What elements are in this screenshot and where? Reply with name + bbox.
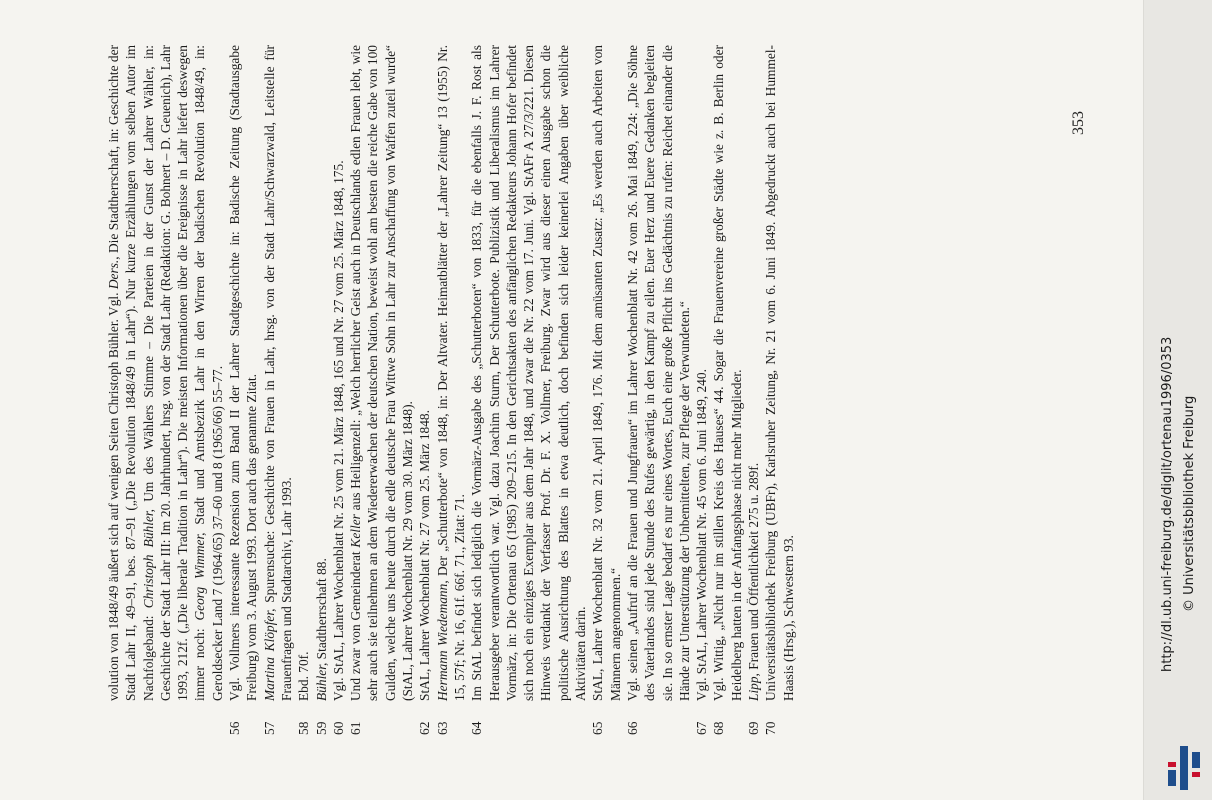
footnotes-block	[105, 45, 797, 735]
footnote-text: Martina Klöpfer, Spurensuche: Geschichte von Frauen in Lahr, hrsg. von der Stadt Lahr/Schwarzwald, Leitstelle für Frauenfragen und Stadtarchiv, Lahr 1993.	[261, 45, 294, 701]
footnote-number: 61	[348, 721, 364, 735]
footnote-text: Und zwar von Gemeinderat Keller aus Heiligenzell: „Welch herrlicher Geist auch in Deutschlands edlen Frauen lebt, wie sehr auch sie teilnehmen an dem Wiedererwachen der deutschen Nation, beweist wohl am besten die reiche Gabe von 100 Gulden, welche uns heute durch die edle deutsche Frau Wittwe Sohn in Lahr zur Anschaffung von Waffen zuteil wurde“ (StAL, Lahrer Wochenblatt Nr. 29 vom 30. März 1848).	[348, 45, 416, 701]
footnote-60	[330, 45, 347, 735]
library-logo-icon	[1164, 746, 1204, 790]
footnote-text: Hermann Wiedemann, Der „Schutterbote“ von 1848, in: Der Altvater. Heimatblätter der „Lahrer Zeitung“ 13 (1955) Nr. 15, 57f; Nr. 16, 61f. 66f. 71., Zitat: 71.	[434, 45, 467, 701]
footnote-text: Vgl. StAL, Lahrer Wochenblatt Nr. 25 vom 21. März 1848, 165 und Nr. 27 vom 25. März 1848, 175.	[330, 160, 346, 701]
copyright-notice: © Universitätsbibliothek Freiburg	[1182, 395, 1197, 612]
footnote-text: Universitätsbibliothek Freiburg (UBFr), Karlsruher Zeitung, Nr. 21 vom 6. Juni 1849. Abgedruckt auch bei Hummel-Haasis (Hrsg.), Schwestern 93.	[763, 45, 796, 701]
source-url[interactable]: http://dl.ub.uni-freiburg.de/diglit/ortenau1996/0353	[1160, 336, 1175, 672]
footnote-59	[313, 45, 330, 735]
footnote-list	[226, 45, 797, 735]
footnote-text: Ebd. 70f.	[296, 651, 312, 701]
page-number: 353	[1070, 111, 1087, 135]
footnote-text: Vgl. StAL, Lahrer Wochenblatt Nr. 45 vom 6. Juni 1849, 240.	[694, 369, 710, 701]
footnote-number: 68	[711, 721, 727, 735]
footnote-text: Lipp, Frauen und Öffentlichkeit 275 u. 289f.	[745, 462, 761, 701]
footnote-64	[468, 45, 589, 735]
footnote-number: 66	[624, 721, 640, 735]
footnote-number: 57	[261, 721, 277, 735]
footnote-63	[434, 45, 469, 735]
footnote-69	[745, 45, 762, 735]
footnote-56	[226, 45, 261, 735]
footnote-text: StAL, Lahrer Wochenblatt Nr. 27 vom 25. März 1848.	[417, 410, 433, 701]
footnote-number: 65	[590, 721, 606, 735]
footnote-text: Vgl. seinen „Aufruf an die Frauen und Jungfrauen“ im Lahrer Wochenblatt Nr. 42 vom 26. Mai 1849, 224: „Die Söhne des Vaterlandes sind jede Stunde des Rufes gewärtig, in den Kampf zu eilen. Euer Herz und Euere Gedanken begleiten sie. In so ernster Lage bedarf es nur eines Wortes, Euch eine große Pflicht ins Gedächtnis zu rufen: Reichet einander die Hände zur Unterstützung der Unbemittelten, zur Pflege der Verwundeten.“	[624, 45, 692, 701]
footnote-number: 58	[296, 721, 312, 735]
footnote-61	[347, 45, 416, 735]
footnote-70	[762, 45, 797, 735]
footnote-text: volution von 1848/49 äußert sich auf wenigen Seiten Christoph Bühler. Vgl. Ders., Die Stadtherrschaft, in: Geschichte der Stadt Lahr II, 49–91, bes. 87–91 („Die Revolution 1848/49 in Lahr“). Nur kurze Erzählungen vom selben Autor im Nachfolgeband: Christoph Bühler, Um des Wählers Stimme – Die Parteien in der Gunst der Lahrer Wähler, in: Geschichte der Stadt Lahr III: Im 20. Jahrhundert, hrsg. von der Stadt Lahr (Redaktion: G. Bohnert – D. Geuenich), Lahr 1993, 212f. („Die liberale Tradition in Lahr“). Die meisten Informationen über die Ereignisse in Lahr liefert deswegen immer noch: Georg Wimmer, Stadt und Amtsbezirk Lahr in den Wirren der badischen Revolution 1848/49, in: Geroldsecker Land 7 (1964/65) 37–60 und 8 (1965/66) 55–77.	[106, 44, 225, 701]
footnote-number: 67	[694, 721, 710, 735]
footnote-continuation	[105, 45, 226, 735]
footnote-number: 60	[330, 721, 346, 735]
footnote-57	[261, 45, 296, 735]
footnote-number: 59	[313, 721, 329, 735]
footnote-text: Im StAL befindet sich lediglich die Vormärz-Ausgabe des „Schutterboten“ von 1833, für die ebenfalls J. F. Rost als Herausgeber verantwortlich war. Vgl. dazu Joachim Sturm, Der Schutterbote. Publizistik und Liberalismus im Lahrer Vormärz, in: Die Ortenau 65 (1985) 209–215. In den Gerichtsakten des anfänglichen Redakteurs Johann Hofer befindet sich noch ein einziges Exemplar aus dem Jahr 1848, und zwar die Nr. 22 vom 17. Juni. Vgl. StAFr A 27/3/221. Diesen Hinweis verdankt der Verfasser Prof. Dr. F. X. Vollmer, Freiburg. Zwar wird aus dieser einen Ausgabe schon die politische Ausrichtung des Blattes in etwa deutlich, doch befinden sich leider keinerlei Angaben über weibliche Aktivitäten darin.	[469, 45, 589, 701]
library-sidebar	[1143, 0, 1212, 800]
footnote-65	[589, 45, 624, 735]
footnote-number: 62	[417, 721, 433, 735]
footnote-text: Vgl. Vollmers interessante Rezension zum Band II der Lahrer Stadtgeschichte in: Badische Zeitung (Stadtausgabe Freiburg) vom 3. August 1993. Dort auch das genannte Zitat.	[227, 45, 260, 701]
footnote-text: Bühler, Stadtherrschaft 88.	[313, 558, 329, 701]
footnote-number: 69	[745, 721, 761, 735]
footnote-text: Vgl. Wittig, „Nicht nur im stillen Kreis des Hauses“ 44. Sogar die Frauenvereine großer Städte wie z. B. Berlin oder Heidelberg hatten in der Anfangsphase nicht mehr Mitglieder.	[711, 45, 744, 701]
footnote-number: 64	[469, 721, 485, 735]
footnote-62	[416, 45, 433, 735]
footnote-67	[693, 45, 710, 735]
footnote-text: StAL, Lahrer Wochenblatt Nr. 32 vom 21. April 1849, 176. Mit dem amüsanten Zusatz: „Es werden auch Arbeiten von Männern angenommen.“	[590, 45, 623, 701]
footnote-number: 56	[227, 721, 243, 735]
footnote-number: 63	[434, 721, 450, 735]
footnote-58	[295, 45, 312, 735]
footnote-68	[710, 45, 745, 735]
footnote-66	[624, 45, 693, 735]
footnote-number: 70	[763, 721, 779, 735]
